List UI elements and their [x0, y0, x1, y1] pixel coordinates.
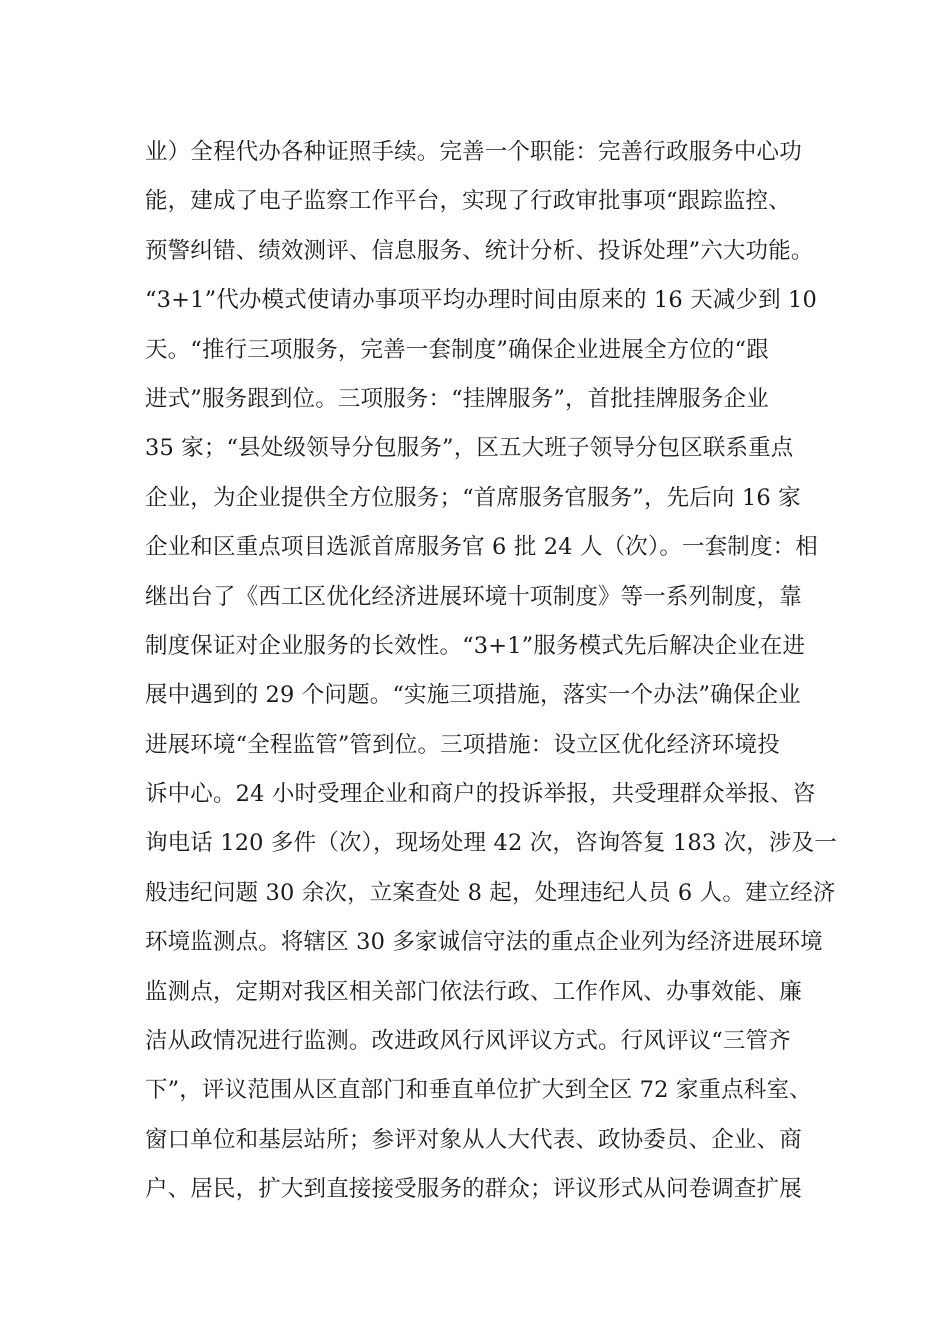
text-line: 询电话 120 多件（次），现场处理 42 次，咨询答复 183 次，涉及一 — [145, 830, 837, 857]
text-line: 进展环境“全程监管”管到位。三项措施：设立区优化经济环境投 — [145, 731, 780, 758]
text-line: 监测点，定期对我区相关部门依法行政、工作作风、办事效能、廉 — [145, 978, 802, 1005]
text-line: 进式”服务跟到位。三项服务：“挂牌服务”，首批挂牌服务企业 — [145, 385, 769, 412]
text-line: 洁从政情况进行监测。改进政风行风评议方式。行风评议“三管齐 — [145, 1028, 791, 1055]
text-line: 窗口单位和基层站所；参评对象从人大代表、政协委员、企业、商 — [145, 1126, 802, 1153]
text-line: 企业和区重点项目选派首席服务官 6 批 24 人（次）。一套制度：相 — [145, 534, 818, 561]
text-line: 35 家；“县处级领导分包服务”，区五大班子领导分包区联系重点 — [145, 435, 794, 462]
text-line: 诉中心。24 小时受理企业和商户的投诉举报，共受理群众举报、咨 — [145, 781, 816, 808]
text-line: 继出台了《西工区优化经济进展环境十项制度》等一系列制度，靠 — [145, 583, 802, 610]
text-line: 预警纠错、绩效测评、信息服务、统计分析、投诉处理”六大功能。 — [145, 237, 814, 264]
text-line: 企业，为企业提供全方位服务；“首席服务官服务”，先后向 16 家 — [145, 484, 801, 511]
text-line: 能，建成了电子监察工作平台，实现了行政审批事项“跟踪监控、 — [145, 188, 791, 215]
text-line: “3+1”代办模式使请办事项平均办理时间由原来的 16 天减少到 10 — [145, 287, 817, 314]
text-line: 环境监测点。将辖区 30 多家诚信守法的重点企业列为经济进展环境 — [145, 929, 823, 956]
text-line: 下”，评议范围从区直部门和垂直单位扩大到全区 72 家重点科室、 — [145, 1077, 812, 1104]
body-text — [145, 128, 837, 1215]
text-line: 业）全程代办各种证照手续。完善一个职能：完善行政服务中心功 — [145, 139, 802, 165]
text-line: 户、居民，扩大到直接接受服务的群众；评议形式从问卷调查扩展 — [145, 1176, 802, 1203]
text-line: 天。“推行三项服务，完善一套制度”确保企业进展全方位的“跟 — [145, 336, 769, 363]
text-line: 制度保证对企业服务的长效性。“3+1”服务模式先后解决企业在进 — [145, 632, 806, 659]
text-line: 展中遇到的 29 个问题。“实施三项措施，落实一个办法”确保企业 — [145, 682, 801, 709]
text-line: 般违纪问题 30 余次，立案查处 8 起，处理违纪人员 6 人。建立经济 — [145, 879, 836, 906]
